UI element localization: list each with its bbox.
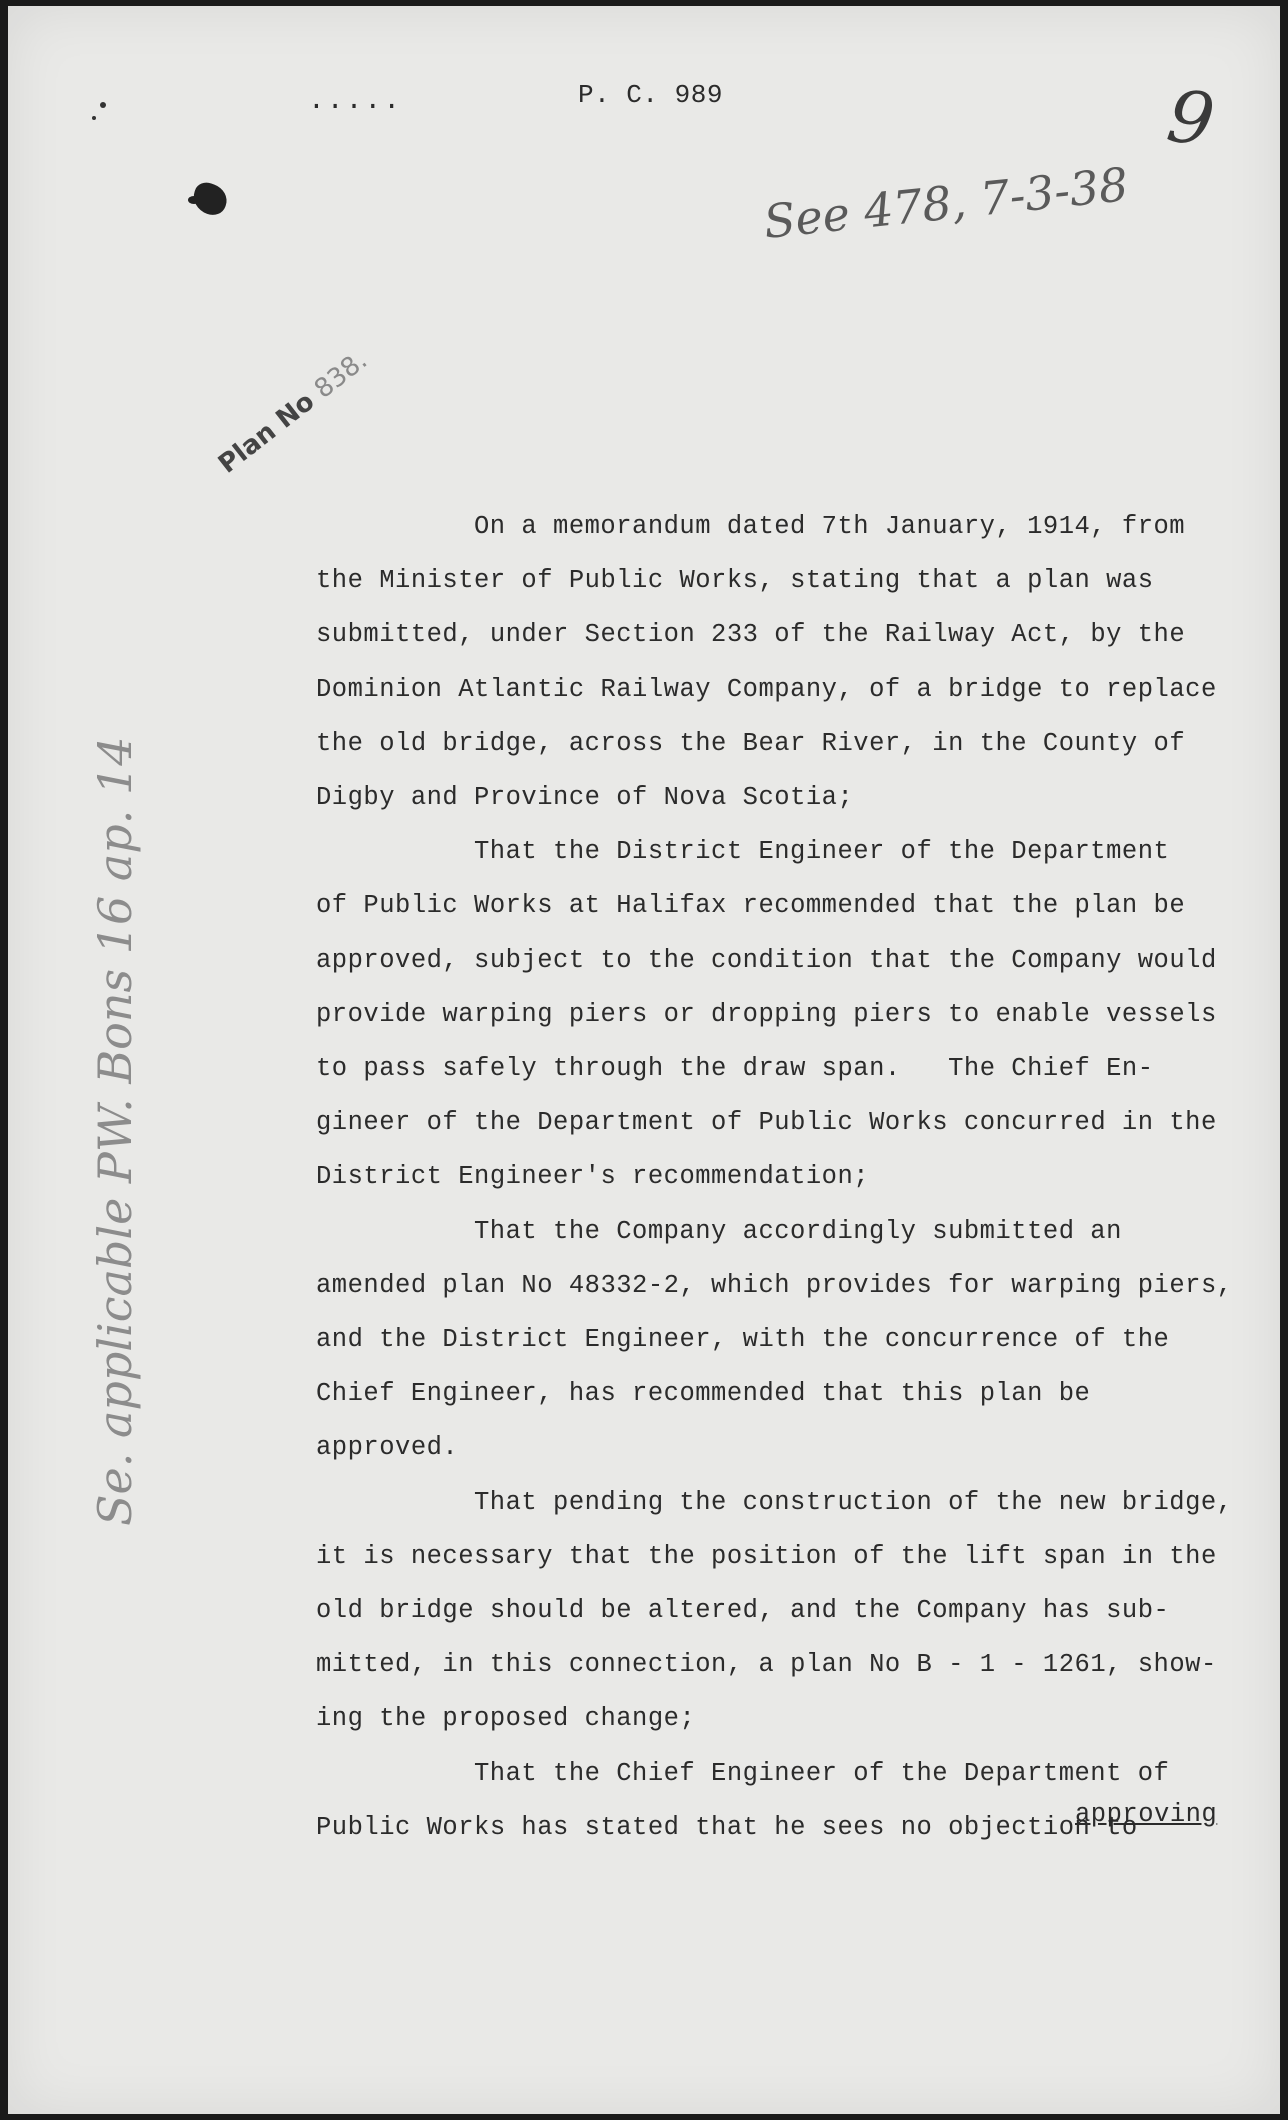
body-line: of Public Works at Halifax recommended that the plan be <box>316 891 1186 921</box>
body-line: to pass safely through the draw span. The Chief En- <box>316 1054 1154 1084</box>
ink-blot-drip <box>188 196 200 204</box>
document-page <box>8 6 1280 2114</box>
body-line: submitted, under Section 233 of the Railway Act, by the <box>316 620 1186 650</box>
body-line: provide warping piers or dropping piers to enable vessels <box>316 999 1217 1029</box>
ink-speck <box>92 116 96 120</box>
plan-stamp-number: 838. <box>308 345 374 405</box>
catchword: approving <box>1075 1800 1218 1829</box>
body-line: Public Works has stated that he sees no objection to <box>316 1812 1138 1842</box>
body-line: That the District Engineer of the Department <box>474 837 1170 867</box>
body-line: Dominion Atlantic Railway Company, of a bridge to replace <box>316 674 1217 704</box>
body-line: Digby and Province of Nova Scotia; <box>316 783 854 813</box>
body-line: it is necessary that the position of the lift span in the <box>316 1541 1217 1571</box>
plan-stamp-prefix: Plan No <box>213 386 321 480</box>
body-line: approved, subject to the condition that the Company would <box>316 945 1217 975</box>
body-line: That the Company accordingly submitted an <box>474 1216 1122 1246</box>
body-line: amended plan No 48332-2, which provides for warping piers, <box>316 1270 1233 1300</box>
handwritten-reference: See 478, 7-3-38 <box>761 157 1131 249</box>
body-line: and the District Engineer, with the concurrence of the <box>316 1325 1170 1355</box>
body-line: the old bridge, across the Bear River, in the County of <box>316 728 1186 758</box>
body-line: On a memorandum dated 7th January, 1914, from <box>474 512 1186 541</box>
body-line: That pending the construction of the new bridge, <box>474 1487 1233 1517</box>
body-line: ing the proposed change; <box>316 1704 696 1734</box>
body-line: gineer of the Department of Public Works concurred in the <box>316 1108 1217 1138</box>
header-dots: ..... <box>308 86 403 117</box>
order-body <box>316 500 1236 1855</box>
body-line: District Engineer's recommendation; <box>316 1162 870 1192</box>
order-number: P. C. 989 <box>578 80 723 110</box>
body-line: mitted, in this connection, a plan No B - 1 - 1261, show- <box>316 1650 1217 1680</box>
body-line: the Minister of Public Works, stating that a plan was <box>316 566 1154 596</box>
body-line: That the Chief Engineer of the Department of <box>474 1758 1170 1788</box>
body-line: Chief Engineer, has recommended that this plan be approved. <box>316 1379 1091 1463</box>
ink-speck <box>100 102 106 108</box>
handwritten-page-number: 9 <box>1162 73 1220 163</box>
plan-number-stamp <box>213 345 373 479</box>
body-line: old bridge should be altered, and the Company has sub- <box>316 1596 1170 1626</box>
margin-annotation: Se. applicable PW. Bons 16 ap. 14 <box>88 736 142 1526</box>
